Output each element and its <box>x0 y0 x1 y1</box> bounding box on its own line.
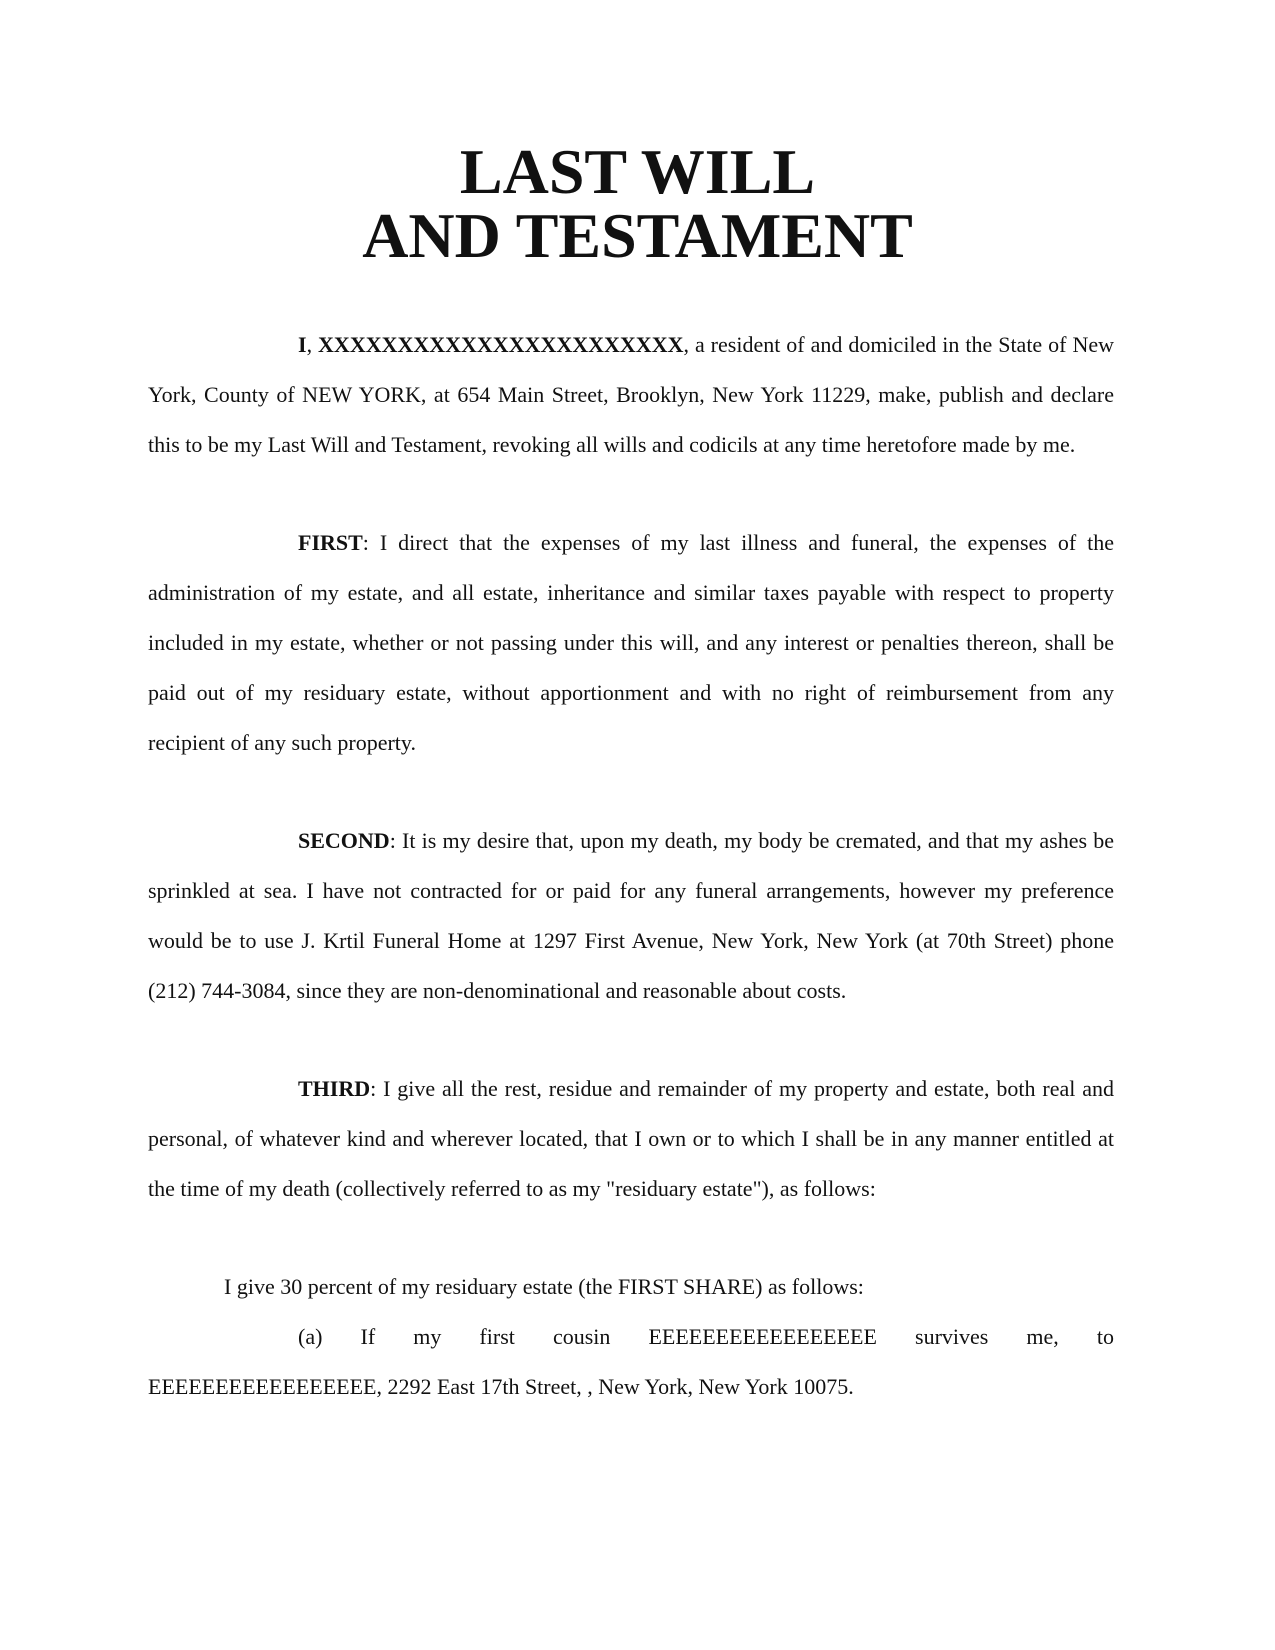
paragraph-gap <box>148 470 1114 518</box>
article-first <box>148 518 1114 768</box>
testator-name: XXXXXXXXXXXXXXXXXXXXXXX <box>318 332 684 357</box>
title-line-1: LAST WILL <box>459 136 816 207</box>
article-third-text: : I give all the rest, residue and remainder of my property and estate, both real and personal, of whatever kind and wherever located, that I own or to which I shall be in any manner entitled at the time of my death (collectively referred to as my "residuary estate"), as follows: <box>148 1076 1114 1201</box>
first-share-intro: I give 30 percent of my residuary estate (the FIRST SHARE) as follows: <box>224 1274 864 1299</box>
intro-pronoun: I <box>298 332 307 357</box>
first-share-item-a-line-1: (a) If my first cousin EEEEEEEEEEEEEEEEE survives me, to <box>298 1324 1114 1349</box>
document-title <box>0 136 1275 271</box>
intro-paragraph <box>148 320 1114 470</box>
intro-text: , a resident of and domiciled in the State of New York, County of NEW YORK, at 654 Main Street, Brooklyn, New York 11229, make, publish and declare this to be my Last Will and Testament, revoking all wills and codicils at any time heretofore made by me. <box>148 332 1115 457</box>
article-first-heading: FIRST <box>298 530 363 555</box>
article-third <box>148 1064 1114 1214</box>
title-line-2: AND TESTAMENT <box>362 200 913 271</box>
intro-comma: , <box>306 332 313 357</box>
article-third-heading: THIRD <box>298 1076 371 1101</box>
article-second <box>148 816 1114 1016</box>
paragraph-gap <box>148 768 1114 816</box>
article-second-text: : It is my desire that, upon my death, my body be cremated, and that my ashes be sprinkled at sea. I have not contracted for or paid for any funeral arrangements, however my preference would be to use J. Krtil Funeral Home at 1297 First Avenue, New York, New York (at 70th Street) phone (212) 744-3084, since they are non-denominational and reasonable about costs. <box>148 828 1114 1003</box>
article-second-heading: SECOND <box>298 828 390 853</box>
paragraph-gap <box>148 1214 1114 1262</box>
paragraph-gap <box>148 1016 1114 1064</box>
first-share-item-a-line-2: EEEEEEEEEEEEEEEEE, 2292 East 17th Street, , New York, New York 10075. <box>148 1374 854 1399</box>
document-body <box>148 320 1114 1412</box>
article-first-text: : I direct that the expenses of my last illness and funeral, the expenses of the administration of my estate, and all estate, inheritance and similar taxes payable with respect to property included in my estate, whether or not passing under this will, and any interest or penalties thereon, shall be paid out of my residuary estate, without apportionment and with no right of reimbursement from any recipient of any such property. <box>148 530 1114 755</box>
